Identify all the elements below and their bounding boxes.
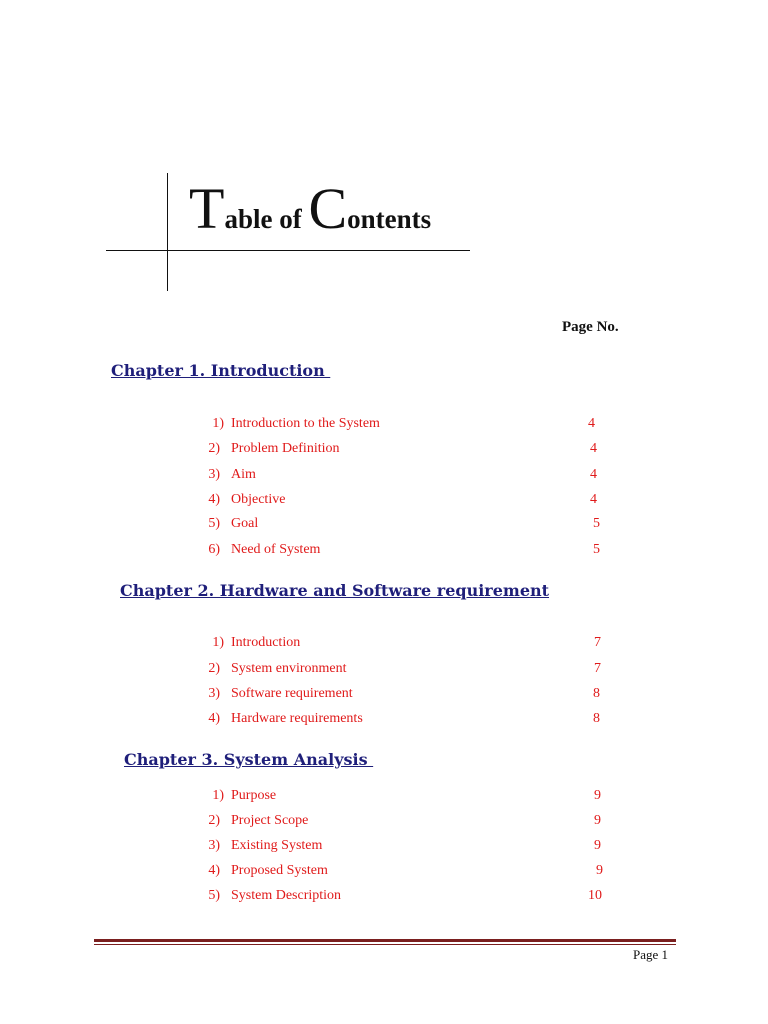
toc-item-label[interactable]: Proposed System <box>231 863 328 878</box>
page-title <box>189 176 432 241</box>
page-number: Page 1 <box>633 947 669 962</box>
toc-item-number: 3) <box>208 686 220 701</box>
title-initial-t: T <box>189 176 225 241</box>
toc-item-number: 4) <box>208 863 220 878</box>
toc-item-page: 4 <box>590 492 597 507</box>
toc-item-label[interactable]: System Description <box>231 888 342 903</box>
toc-item-number: 2) <box>208 441 220 456</box>
toc-item-page: 5 <box>593 542 600 557</box>
toc-item-label[interactable]: Aim <box>231 467 256 482</box>
toc-item-number: 1) <box>212 788 224 803</box>
toc-item-page: 4 <box>590 441 597 456</box>
toc-item-number: 6) <box>208 542 220 557</box>
chapter-2-title[interactable]: Chapter 2. Hardware and Software requirement <box>120 581 550 600</box>
title-part-1: able of <box>224 204 309 234</box>
toc-item-number: 2) <box>208 813 220 828</box>
toc-item-page: 4 <box>588 416 595 431</box>
title-horizontal-rule <box>106 250 470 251</box>
chapter-3-title[interactable]: Chapter 3. System Analysis <box>124 750 374 769</box>
toc-item-page: 5 <box>593 516 600 531</box>
toc-item-label[interactable]: Software requirement <box>231 686 353 701</box>
toc-item-label[interactable]: Hardware requirements <box>231 711 363 726</box>
title-part-2: ontents <box>347 204 432 234</box>
toc-item-label[interactable]: Need of System <box>231 542 321 557</box>
toc-item-label[interactable]: Purpose <box>231 788 277 803</box>
toc-item-page: 10 <box>588 888 602 903</box>
toc-item-number: 1) <box>212 416 224 431</box>
toc-item-page: 8 <box>593 686 600 701</box>
toc-item-label[interactable]: Project Scope <box>231 813 309 828</box>
footer-rule-thick <box>94 939 676 942</box>
footer-rule-thin <box>94 944 676 945</box>
toc-item-number: 3) <box>208 467 220 482</box>
toc-item-page: 7 <box>594 635 601 650</box>
toc-item-number: 1) <box>212 635 224 650</box>
toc-item-label[interactable]: Existing System <box>231 838 323 853</box>
toc-item-page: 9 <box>596 863 603 878</box>
toc-item-label[interactable]: Introduction <box>231 635 301 650</box>
toc-item-page: 9 <box>594 788 601 803</box>
title-vertical-rule <box>167 173 168 291</box>
toc-item-number: 2) <box>208 661 220 676</box>
page-no-header: Page No. <box>562 319 619 335</box>
toc-item-label[interactable]: System environment <box>231 661 347 676</box>
toc-item-number: 4) <box>208 711 220 726</box>
title-initial-c: C <box>308 176 348 241</box>
toc-item-number: 3) <box>208 838 220 853</box>
toc-item-page: 9 <box>594 813 601 828</box>
toc-item-number: 5) <box>208 888 220 903</box>
toc-item-label[interactable]: Introduction to the System <box>231 416 380 431</box>
toc-item-number: 5) <box>208 516 220 531</box>
toc-item-page: 7 <box>594 661 601 676</box>
toc-item-page: 4 <box>590 467 597 482</box>
toc-item-label[interactable]: Goal <box>231 516 259 531</box>
toc-item-label[interactable]: Problem Definition <box>231 441 340 456</box>
toc-item-number: 4) <box>208 492 220 507</box>
toc-item-page: 8 <box>593 711 600 726</box>
toc-item-page: 9 <box>594 838 601 853</box>
chapter-1-title[interactable]: Chapter 1. Introduction <box>111 361 331 380</box>
toc-item-label[interactable]: Objective <box>231 492 286 507</box>
